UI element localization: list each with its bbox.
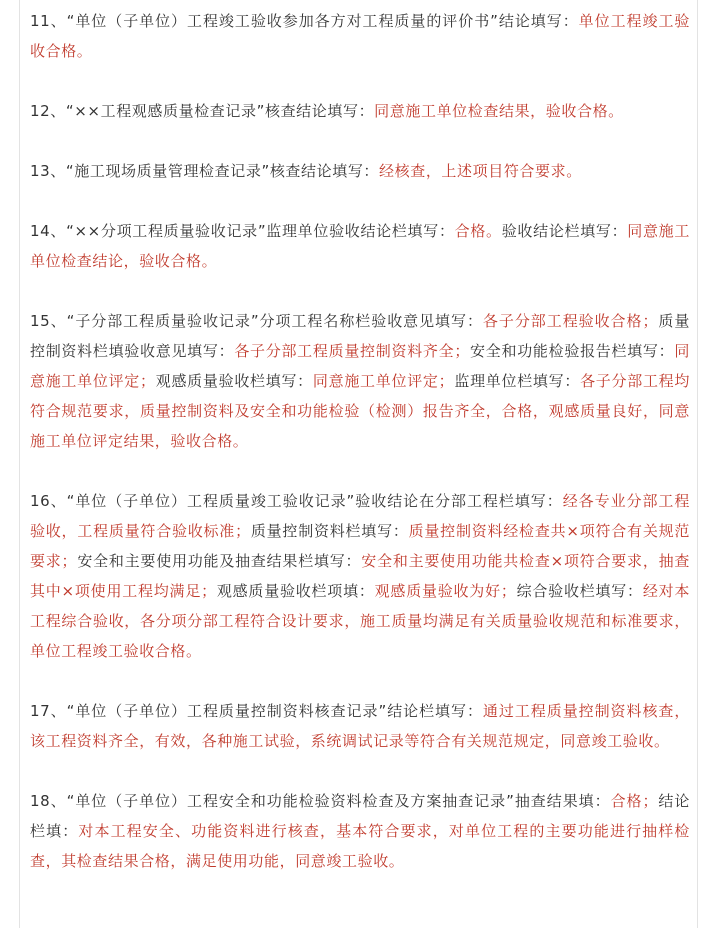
item-label: 观感质量验收栏项填： <box>216 582 375 600</box>
item-answer: 安全和主要使用功能共检查×项符合要求，抽查其中×项使用工程均满足； <box>30 552 690 600</box>
item-answer: 经对本工程综合验收，各分项分部工程符合设计要求，施工质量均满足有关质量验收规范和标准要求，单位工程竣工验收合格。 <box>30 582 690 660</box>
item-label: 综合验收栏填写： <box>516 582 643 600</box>
item-label: 16、“单位（子单位）工程质量竣工验收记录”验收结论在分部工程栏填写： <box>30 492 563 510</box>
item-answer: 经各专业分部工程验收，工程质量符合验收标准； <box>30 492 690 540</box>
list-item-12 <box>30 96 690 126</box>
item-label: 验收结论栏填写： <box>501 222 628 240</box>
item-label: 13、“施工现场质量管理检查记录”核查结论填写： <box>30 162 380 180</box>
item-label: 11、“单位（子单位）工程竣工验收参加各方对工程质量的评价书”结论填写： <box>30 12 579 30</box>
item-answer: 各子分部工程均符合规范要求，质量控制资料及安全和功能检验（检测）报告齐全，合格，观感质量良好，同意施工单位评定结果，验收合格。 <box>30 372 690 450</box>
list-item-14 <box>30 216 690 276</box>
item-answer: 单位工程竣工验收合格。 <box>30 12 691 60</box>
list-item-13 <box>30 156 690 186</box>
item-answer: 各子分部工程质量控制资料齐全； <box>234 342 470 360</box>
item-answer: 合格。 <box>454 222 502 240</box>
item-answer: 观感质量验收为好； <box>374 582 517 600</box>
item-answer: 同意施工单位检查结论，验收合格。 <box>30 222 690 270</box>
item-label: 安全和功能检验报告栏填写： <box>469 342 675 360</box>
item-answer: 对本工程安全、功能资料进行核查，基本符合要求，对单位工程的主要功能进行抽样检查，其检查结果合格，满足使用功能，同意竣工验收。 <box>30 822 690 870</box>
item-label: 质量控制资料栏填写： <box>250 522 409 540</box>
list-item-17 <box>30 696 690 756</box>
item-answer: 通过工程质量控制资料核查，该工程资料齐全，有效，各种施工试验，系统调试记录等符合有关规范规定，同意竣工验收。 <box>30 702 690 750</box>
item-answer: 经核查，上述项目符合要求。 <box>379 162 582 180</box>
list-item-18 <box>30 786 690 876</box>
item-label: 观感质量验收栏填写： <box>155 372 313 390</box>
item-answer: 各子分部工程验收合格； <box>482 312 659 330</box>
item-label: 12、“××工程观感质量检查记录”核查结论填写： <box>30 102 375 120</box>
item-label: 质量控制资料栏填验收意见填写： <box>30 312 690 360</box>
item-answer: 合格； <box>610 792 659 810</box>
article-body <box>30 6 690 906</box>
item-answer: 同意施工单位评定； <box>30 342 690 390</box>
item-label: 监理单位栏填写： <box>454 372 581 390</box>
item-label: 安全和主要使用功能及抽查结果栏填写： <box>77 552 362 570</box>
list-item-16 <box>30 486 690 666</box>
item-label: 14、“××分项工程质量验收记录”监理单位验收结论栏填写： <box>30 222 455 240</box>
right-border <box>697 0 698 928</box>
list-item-11 <box>30 6 690 66</box>
item-answer: 质量控制资料经检查共×项符合有关规范要求； <box>30 522 690 570</box>
left-border <box>19 0 20 928</box>
item-label: 17、“单位（子单位）工程质量控制资料核查记录”结论栏填写： <box>30 702 483 720</box>
item-label: 15、“子分部工程质量验收记录”分项工程名称栏验收意见填写： <box>30 312 483 330</box>
item-answer: 同意施工单位检查结果，验收合格。 <box>374 102 624 120</box>
item-answer: 同意施工单位评定； <box>312 372 455 390</box>
item-label: 18、“单位（子单位）工程安全和功能检验资料检查及方案抽查记录”抽查结果填： <box>30 792 611 810</box>
item-label: 结论栏填： <box>30 792 690 840</box>
list-item-15 <box>30 306 690 456</box>
